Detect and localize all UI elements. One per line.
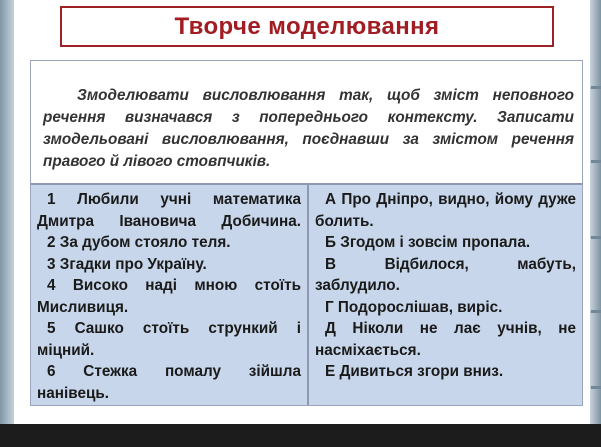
task-instructions: Змоделювати висловлювання так, щоб зміст неповного речення визначався з попереднього контексту. Записати змодельовані висловлювання, поєднавши за змістом речення правого й лівого стовпчиків. (31, 61, 582, 185)
title-box (60, 6, 554, 47)
right-item-b: Б Згодом і зовсім пропала. (325, 234, 531, 251)
edge-mark (591, 310, 601, 313)
right-item-f: Е Дивиться згори вниз. (325, 363, 504, 380)
right-item-a: А Про Дніпро, видно, йому дуже болить. (315, 191, 576, 230)
right-item-c: В Відбилося, мабуть, заблудило. (315, 255, 576, 294)
left-item-1: 1 Любили учні математика Дмитра Івановича Добичина. (37, 191, 301, 230)
right-item-e: Д Ніколи не лає учнів, не насміхається. (315, 320, 576, 359)
left-item-4: 4 Високо наді мною стоїть Мисливиця. (37, 277, 301, 316)
edge-mark (591, 86, 601, 89)
left-item-2: 2 За дубом стояло теля. (47, 234, 231, 251)
slide-edge-right (590, 0, 601, 424)
left-item-5: 5 Сашко стоїть стрункий і міцний. (37, 320, 301, 359)
left-item-6: 6 Стежка помалу зійшла нанівець. (37, 363, 301, 402)
slide (14, 0, 590, 424)
right-column (309, 185, 582, 405)
edge-mark (591, 160, 601, 163)
left-item-3: 3 Згадки про Україну. (47, 255, 207, 273)
slide-edge-left (0, 0, 14, 424)
right-item-d: Г Подорослішав, виріс. (325, 298, 503, 316)
edge-mark (591, 236, 601, 239)
left-column (31, 185, 309, 405)
edge-mark (591, 386, 601, 389)
exercise-table (30, 60, 583, 406)
page-title: Творче моделювання (174, 12, 440, 40)
